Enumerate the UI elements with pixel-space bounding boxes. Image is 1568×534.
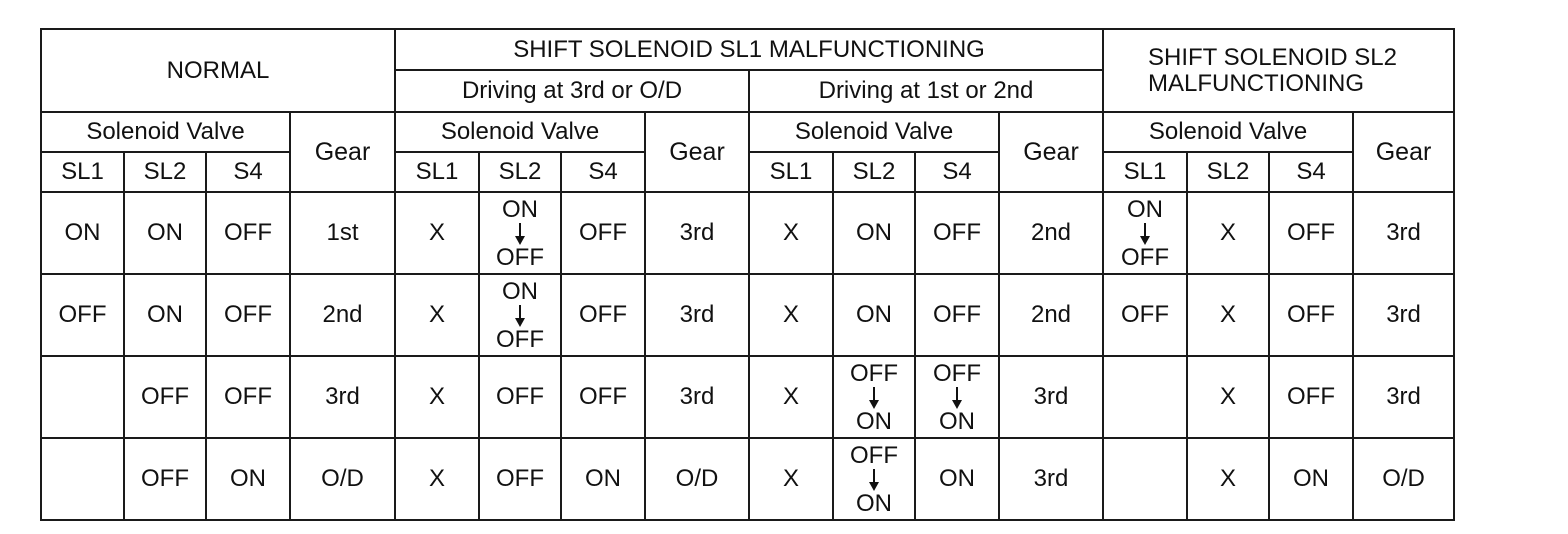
table-row <box>41 192 1454 274</box>
transition-from: ON <box>502 277 538 305</box>
gear-header-sl1_a: Gear <box>645 112 749 192</box>
normal-sl1-cell <box>41 438 124 520</box>
sl2-gear-cell: O/D <box>1353 438 1454 520</box>
table-row <box>41 274 1454 356</box>
sl2-malfunction-header <box>1103 29 1454 112</box>
sl1_a-s4-cell: OFF <box>561 192 645 274</box>
sl1_a-sl2-cell <box>479 274 561 356</box>
sl2-header-sl1_a: SL2 <box>479 152 561 192</box>
sl1_b-gear-cell: 2nd <box>999 274 1103 356</box>
s4-header-normal: S4 <box>206 152 290 192</box>
transition-from: ON <box>1127 195 1164 223</box>
transition-to: ON <box>856 489 892 517</box>
sl2-s4-cell: OFF <box>1269 356 1353 438</box>
down-arrow-icon <box>1140 223 1150 245</box>
sl2-gear-cell: 3rd <box>1353 274 1454 356</box>
sl1_b-s4-cell: OFF <box>915 274 999 356</box>
normal-sl1-cell: OFF <box>41 274 124 356</box>
sl2-gear-cell: 3rd <box>1353 192 1454 274</box>
normal-sl1-cell <box>41 356 124 438</box>
transition-from: OFF <box>850 359 898 387</box>
transition-from: OFF <box>850 441 898 469</box>
s4-header-sl1_b: S4 <box>915 152 999 192</box>
gear-header-sl2: Gear <box>1353 112 1454 192</box>
sl1_b-sl1-cell: X <box>749 192 833 274</box>
sl1-malfunction-header: SHIFT SOLENOID SL1 MALFUNCTIONING <box>395 29 1103 70</box>
sl1_a-sl1-cell: X <box>395 438 479 520</box>
sl1_b-gear-cell: 3rd <box>999 356 1103 438</box>
sl1_b-sl1-cell: X <box>749 438 833 520</box>
sl1_a-sl2-cell <box>479 192 561 274</box>
sl1_b-sl2-cell <box>833 356 915 438</box>
normal-sl2-cell: ON <box>124 274 206 356</box>
sl1_a-gear-cell: 3rd <box>645 274 749 356</box>
sl1_a-sl1-cell: X <box>395 274 479 356</box>
solenoid-valve-header-normal: Solenoid Valve <box>41 112 290 152</box>
sl1-header-sl2: SL1 <box>1103 152 1187 192</box>
sl2-header-line1: SHIFT SOLENOID SL2 <box>1148 44 1397 72</box>
down-arrow-icon <box>869 387 879 409</box>
sl1_a-gear-cell: 3rd <box>645 192 749 274</box>
sl2-s4-cell: ON <box>1269 438 1353 520</box>
sl2-sl1-cell <box>1103 356 1187 438</box>
normal-gear-cell: 3rd <box>290 356 395 438</box>
sl1_b-sl2-cell: ON <box>833 274 915 356</box>
sl1-subheader-3rd-od: Driving at 3rd or O/D <box>395 70 749 112</box>
normal-s4-cell: OFF <box>206 192 290 274</box>
sl2-sl1-cell <box>1103 438 1187 520</box>
sl2-sl1-cell <box>1103 192 1187 274</box>
sl1_b-s4-cell: ON <box>915 438 999 520</box>
normal-sl2-cell: OFF <box>124 356 206 438</box>
sl2-header-sl1_b: SL2 <box>833 152 915 192</box>
sl1_b-s4-cell <box>915 356 999 438</box>
normal-s4-cell: OFF <box>206 274 290 356</box>
state-transition <box>1121 195 1170 271</box>
normal-sl2-cell: ON <box>124 192 206 274</box>
solenoid-valve-header-sl1_a: Solenoid Valve <box>395 112 645 152</box>
sl2-s4-cell: OFF <box>1269 192 1353 274</box>
sl1_b-sl2-cell: ON <box>833 192 915 274</box>
sl1_b-sl1-cell: X <box>749 356 833 438</box>
state-transition <box>496 195 544 271</box>
state-transition <box>933 359 981 435</box>
normal-header: NORMAL <box>41 29 395 112</box>
sl1-header-normal: SL1 <box>41 152 124 192</box>
sl1_a-gear-cell: O/D <box>645 438 749 520</box>
sl2-s4-cell: OFF <box>1269 274 1353 356</box>
sl1_a-sl1-cell: X <box>395 192 479 274</box>
sl1_b-sl1-cell: X <box>749 274 833 356</box>
normal-s4-cell: ON <box>206 438 290 520</box>
down-arrow-icon <box>515 305 525 327</box>
sl1_b-gear-cell: 3rd <box>999 438 1103 520</box>
gear-header-normal: Gear <box>290 112 395 192</box>
transition-from: ON <box>502 195 538 223</box>
sl1-header-sl1_a: SL1 <box>395 152 479 192</box>
state-transition <box>496 277 544 353</box>
sl1-header-sl1_b: SL1 <box>749 152 833 192</box>
normal-gear-cell: O/D <box>290 438 395 520</box>
normal-gear-cell: 2nd <box>290 274 395 356</box>
table-row <box>41 356 1454 438</box>
sl1_a-s4-cell: OFF <box>561 356 645 438</box>
sl1_a-sl2-cell: OFF <box>479 356 561 438</box>
sl2-header-line2: MALFUNCTIONING <box>1148 69 1365 97</box>
sl2-sl2-cell: X <box>1187 274 1269 356</box>
sl2-sl2-cell: X <box>1187 192 1269 274</box>
transition-from: OFF <box>933 359 981 387</box>
sl2-sl2-cell: X <box>1187 356 1269 438</box>
state-transition <box>850 441 898 517</box>
sl1_a-sl1-cell: X <box>395 356 479 438</box>
normal-gear-cell: 1st <box>290 192 395 274</box>
sl1-subheader-1st-2nd: Driving at 1st or 2nd <box>749 70 1103 112</box>
sl1_b-s4-cell: OFF <box>915 192 999 274</box>
solenoid-malfunction-table <box>40 28 1455 521</box>
gear-header-sl1_b: Gear <box>999 112 1103 192</box>
sl1_b-sl2-cell <box>833 438 915 520</box>
solenoid-valve-header-sl2: Solenoid Valve <box>1103 112 1353 152</box>
normal-sl1-cell: ON <box>41 192 124 274</box>
state-transition <box>850 359 898 435</box>
sl1_a-gear-cell: 3rd <box>645 356 749 438</box>
transition-to: OFF <box>1121 243 1170 271</box>
down-arrow-icon <box>515 223 525 245</box>
sl2-sl2-cell: X <box>1187 438 1269 520</box>
sl2-header-normal: SL2 <box>124 152 206 192</box>
sl2-sl1-cell: OFF <box>1103 274 1187 356</box>
sl1_a-sl2-cell: OFF <box>479 438 561 520</box>
sl1_a-s4-cell: ON <box>561 438 645 520</box>
s4-header-sl1_a: S4 <box>561 152 645 192</box>
transition-to: ON <box>939 407 975 435</box>
normal-sl2-cell: OFF <box>124 438 206 520</box>
sl1_a-s4-cell: OFF <box>561 274 645 356</box>
down-arrow-icon <box>869 469 879 491</box>
sl1_b-gear-cell: 2nd <box>999 192 1103 274</box>
transition-to: OFF <box>496 243 544 271</box>
solenoid-valve-header-sl1_b: Solenoid Valve <box>749 112 999 152</box>
transition-to: ON <box>856 407 892 435</box>
normal-s4-cell: OFF <box>206 356 290 438</box>
s4-header-sl2: S4 <box>1269 152 1353 192</box>
sl2-gear-cell: 3rd <box>1353 356 1454 438</box>
down-arrow-icon <box>952 387 962 409</box>
table-row <box>41 438 1454 520</box>
transition-to: OFF <box>496 325 544 353</box>
sl2-header-sl2: SL2 <box>1187 152 1269 192</box>
